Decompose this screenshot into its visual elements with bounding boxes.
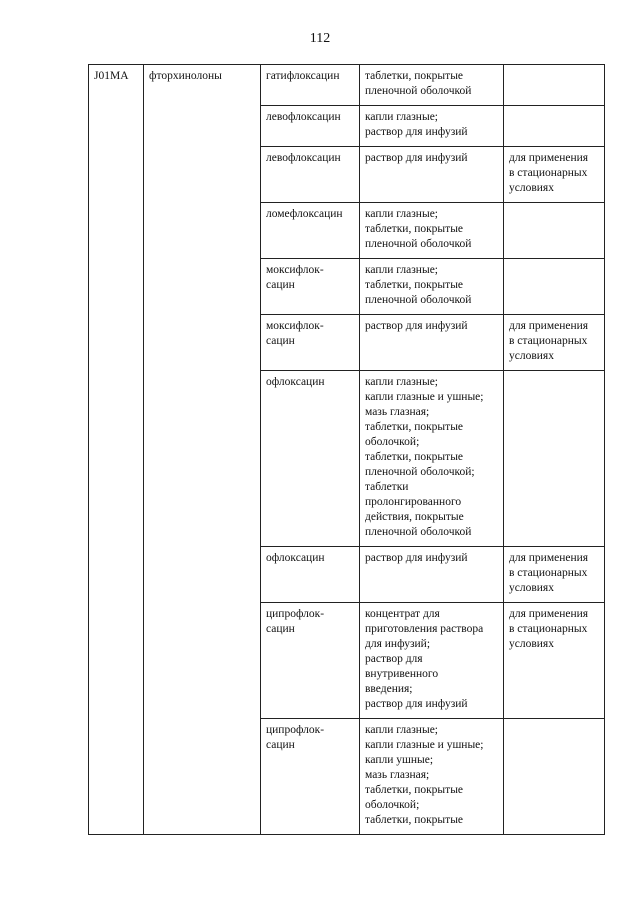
note-cell bbox=[504, 106, 605, 147]
dosage-form-cell: капли глазные; таблетки, покрытые пленочной оболочкой bbox=[360, 203, 504, 259]
table-row bbox=[89, 65, 605, 106]
dosage-form-cell: капли глазные; раствор для инфузий bbox=[360, 106, 504, 147]
drug-name-cell bbox=[261, 259, 360, 315]
note-cell: для применения в стационарных условиях bbox=[504, 315, 605, 371]
note-cell bbox=[504, 65, 605, 106]
drug-name: ломефлоксацин bbox=[266, 208, 343, 220]
dosage-form-cell: капли глазные; капли глазные и ушные; мазь глазная; таблетки, покрытые оболочкой; таблетки, покрытые пленочной оболочкой; таблетки пролонгированного действия, покрытые пленочной оболочкой bbox=[360, 371, 504, 547]
dosage-form-cell: капли глазные; капли глазные и ушные; капли ушные; мазь глазная; таблетки, покрытые оболочкой; таблетки, покрытые bbox=[360, 719, 504, 835]
drug-name-cell bbox=[261, 106, 360, 147]
drug-name: офлоксацин bbox=[266, 552, 325, 564]
drug-name: ципрофлок- сацин bbox=[266, 608, 325, 635]
drug-name: гатифлоксацин bbox=[266, 70, 340, 82]
dosage-form-cell: раствор для инфузий bbox=[360, 315, 504, 371]
dosage-form-cell: раствор для инфузий bbox=[360, 147, 504, 203]
drug-name-cell bbox=[261, 65, 360, 106]
drug-name-cell bbox=[261, 371, 360, 547]
drug-name: левофлоксацин bbox=[266, 152, 341, 164]
drug-name: ципрофлок- сацин bbox=[266, 724, 325, 751]
drug-name-cell bbox=[261, 719, 360, 835]
note-cell bbox=[504, 371, 605, 547]
atc-code-cell: J01MA bbox=[89, 65, 144, 835]
note-cell bbox=[504, 259, 605, 315]
drug-name: моксифлок- сацин bbox=[266, 264, 324, 291]
dosage-form-cell: концентрат для приготовления раствора для инфузий; раствор для внутривенного введения; раствор для инфузий bbox=[360, 603, 504, 719]
drug-name-cell bbox=[261, 547, 360, 603]
dosage-form-cell: раствор для инфузий bbox=[360, 547, 504, 603]
drug-name: офлоксацин bbox=[266, 376, 325, 388]
dosage-form-cell: капли глазные; таблетки, покрытые пленочной оболочкой bbox=[360, 259, 504, 315]
drug-name-cell bbox=[261, 603, 360, 719]
drug-group-cell: фторхинолоны bbox=[144, 65, 261, 835]
note-cell bbox=[504, 203, 605, 259]
drug-name: моксифлок- сацин bbox=[266, 320, 324, 347]
note-cell: для применения в стационарных условиях bbox=[504, 147, 605, 203]
drug-name: левофлоксацин bbox=[266, 111, 341, 123]
drug-name-cell bbox=[261, 147, 360, 203]
note-cell: для применения в стационарных условиях bbox=[504, 603, 605, 719]
drug-name-cell bbox=[261, 203, 360, 259]
drug-name-cell bbox=[261, 315, 360, 371]
dosage-form-cell: таблетки, покрытые пленочной оболочкой bbox=[360, 65, 504, 106]
drug-table bbox=[88, 64, 605, 835]
note-cell: для применения в стационарных условиях bbox=[504, 547, 605, 603]
note-cell bbox=[504, 719, 605, 835]
page-number: 112 bbox=[309, 31, 331, 46]
